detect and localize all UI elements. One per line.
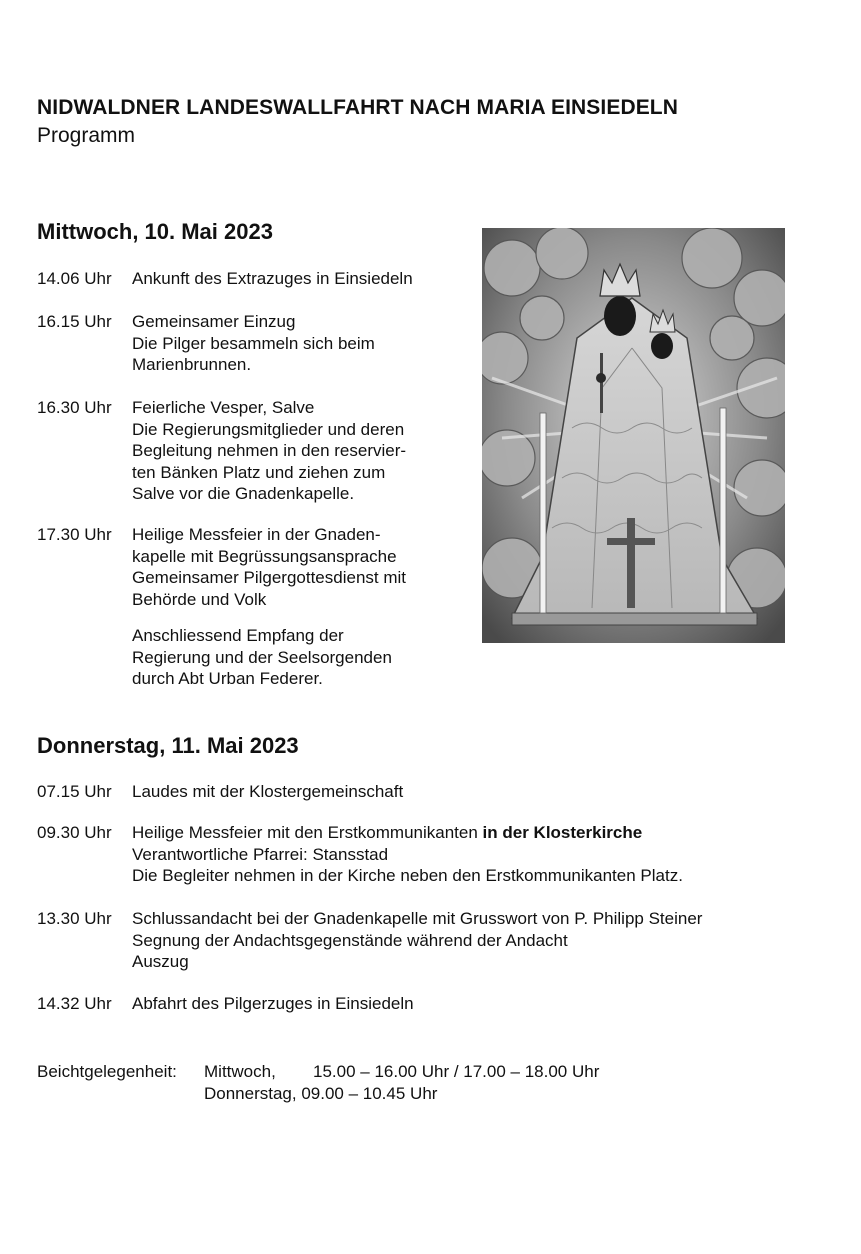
entry-line: Gemeinsamer Pilgergottesdienst mit	[132, 568, 407, 587]
entry-line: Abfahrt des Pilgerzuges in Einsiedeln	[132, 994, 414, 1013]
madonna-image	[482, 228, 785, 643]
entry-line-plain: Heilige Messfeier mit den Erstkommunikanten	[132, 823, 483, 842]
entry-text	[132, 524, 406, 610]
entry-line: Regierung und der Seelsorgenden	[132, 647, 392, 667]
entry-line: kapelle mit Begrüssungsansprache	[132, 546, 397, 566]
entry-text	[132, 268, 413, 290]
entry-line: Behörde und Volk	[132, 589, 267, 609]
entry-line: Die Regierungsmitglieder und deren	[132, 419, 405, 439]
entry-time: 14.32 Uhr	[37, 994, 112, 1013]
confession-day-wednesday: Mittwoch,	[204, 1062, 276, 1081]
entry-text	[132, 625, 392, 690]
confession-label: Beichtgelegenheit:	[37, 1062, 177, 1081]
page-title: NIDWALDNER LANDESWALLFAHRT NACH MARIA EINSIEDELN	[37, 96, 679, 119]
entry-line: Gemeinsamer Einzug	[132, 312, 296, 331]
entry-line: ten Bänken Platz und ziehen zum	[132, 462, 386, 482]
entry-time: 14.06 Uhr	[37, 269, 112, 288]
entry-line: Verantwortliche Pfarrei: Stansstad	[132, 844, 389, 864]
page-subtitle: Programm	[37, 124, 136, 147]
day-heading-thursday: Donnerstag, 11. Mai 2023	[37, 733, 299, 758]
entry-line: Auszug	[132, 952, 189, 971]
entry-time: 16.30 Uhr	[37, 398, 112, 417]
entry-time: 09.30 Uhr	[37, 823, 112, 842]
entry-line: Die Pilger besammeln sich beim	[132, 333, 375, 353]
entry-time: 13.30 Uhr	[37, 909, 112, 928]
entry-line-bold: in der Klosterkirche	[482, 823, 643, 842]
entry-line: Die Begleiter nehmen in der Kirche neben den Erstkommunikanten Platz.	[132, 866, 683, 885]
entry-text	[132, 781, 403, 803]
confession-day-thursday: Donnerstag, 09.00 – 10.45 Uhr	[204, 1083, 438, 1103]
entry-line: Heilige Messfeier in der Gnaden-	[132, 525, 381, 544]
entry-text	[132, 908, 702, 973]
entry-line: Feierliche Vesper, Salve	[132, 398, 315, 417]
day-heading-wednesday: Mittwoch, 10. Mai 2023	[37, 219, 273, 244]
entry-line	[132, 822, 683, 844]
entry-line: Salve vor die Gnadenkapelle.	[132, 484, 355, 503]
entry-line: durch Abt Urban Federer.	[132, 669, 323, 688]
entry-line: Begleitung nehmen in den reservier-	[132, 441, 407, 460]
entry-text	[132, 397, 406, 505]
confession-times-wednesday: 15.00 – 16.00 Uhr / 17.00 – 18.00 Uhr	[313, 1062, 600, 1081]
entry-time: 07.15 Uhr	[37, 782, 112, 801]
entry-line: Anschliessend Empfang der	[132, 626, 344, 645]
madonna-photo	[482, 228, 785, 643]
entry-line: Schlussandacht bei der Gnadenkapelle mit Grusswort von P. Philipp Steiner	[132, 909, 703, 928]
entry-time: 16.15 Uhr	[37, 312, 112, 331]
entry-text	[132, 311, 375, 376]
entry-time: 17.30 Uhr	[37, 525, 112, 544]
entry-line: Marienbrunnen.	[132, 355, 252, 374]
entry-line: Laudes mit der Klostergemeinschaft	[132, 782, 404, 801]
entry-line: Ankunft des Extrazuges in Einsiedeln	[132, 269, 413, 288]
entry-line: Segnung der Andachtsgegenstände während der Andacht	[132, 930, 568, 950]
entry-text	[132, 993, 414, 1015]
entry-text	[132, 822, 683, 887]
